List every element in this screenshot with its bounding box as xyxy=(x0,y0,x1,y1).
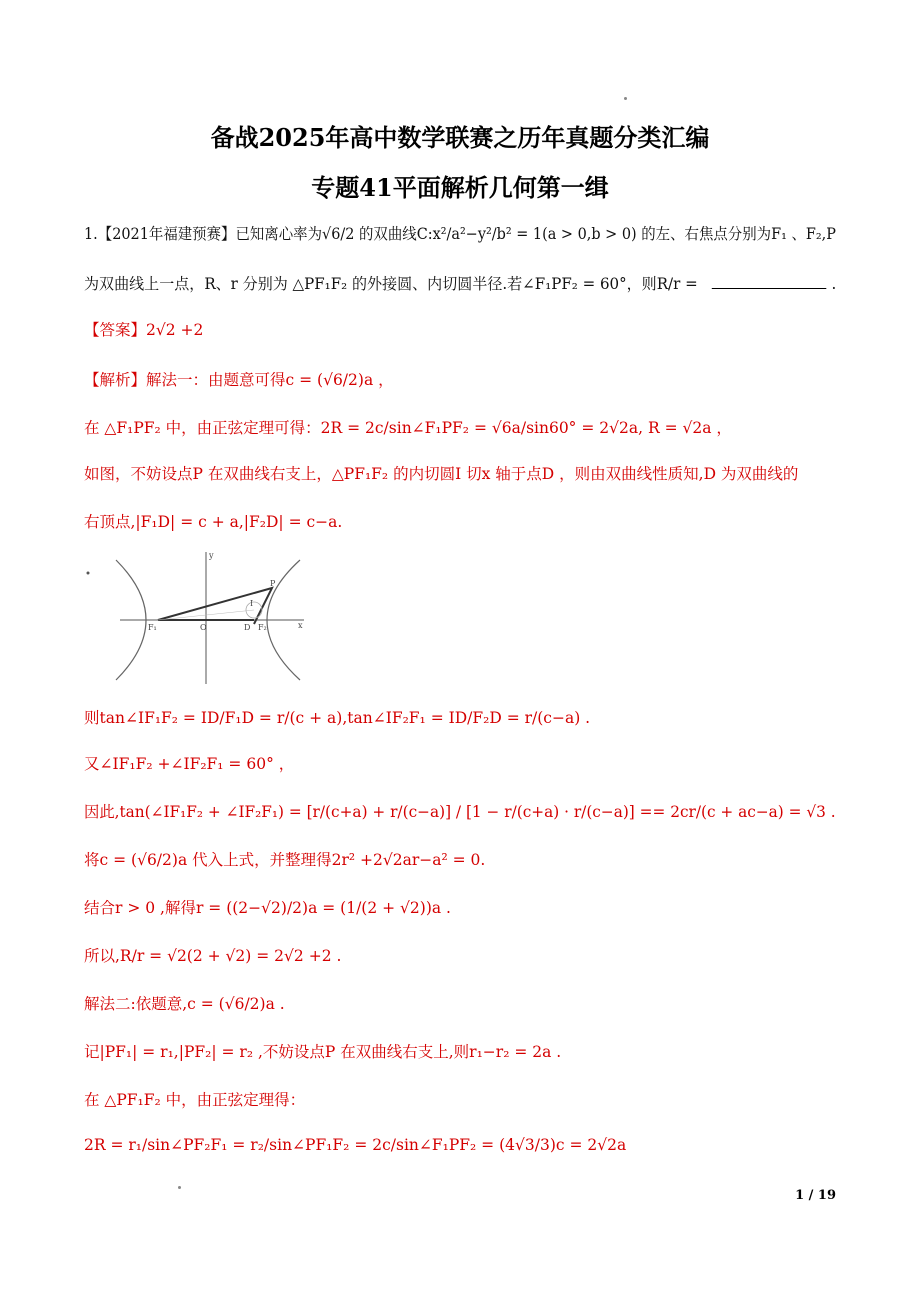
label-P: P xyxy=(270,579,276,588)
problem-line-1: 1.【2021年福建预赛】已知离心率为√6/2 的双曲线C:x²/a²−y²/b² = 1(a > 0,b > 0) 的左、右焦点分别为F₁ 、F₂,P xyxy=(84,225,836,243)
answer-blank xyxy=(712,274,826,289)
solution-line-7: 因此,tan(∠IF₁F₂ + ∠IF₂F₁) = [r/(c+a) + r/(c−a)] / [1 − r/(c+a) · r/(c−a)] == 2cr/(c + ac−a) = √3 . xyxy=(84,803,836,821)
solution-line-6: 又∠IF₁F₂ +∠IF₂F₁ = 60° ， xyxy=(84,755,295,773)
speck xyxy=(624,97,627,100)
hyperbola-figure xyxy=(84,548,310,688)
label-F1: F₁ xyxy=(148,623,157,632)
solution-line-14: 2R = r₁/sin∠PF₂F₁ = r₂/sin∠PF₁F₂ = 2c/sin∠F₁PF₂ = (4√3/3)c = 2√2a xyxy=(84,1136,627,1154)
page-number: 1 / 19 xyxy=(795,1188,836,1203)
solution-line-3: 如图，不妨设点P 在双曲线右支上，△PF₁F₂ 的内切圆I 切x 轴于点D ，则由双曲线性质知,D 为双曲线的 xyxy=(84,465,799,483)
problem-line-2-text: 为双曲线上一点，R、r 分别为 △PF₁F₂ 的外接圆、内切圆半径.若∠F₁PF₂ = 60°，则R/r = xyxy=(84,275,698,293)
label-D: D xyxy=(244,623,251,632)
solution-line-13: 在 △PF₁F₂ 中，由正弦定理得： xyxy=(84,1091,306,1109)
solution-line-4: 右顶点,|F₁D| = c + a,|F₂D| = c−a. xyxy=(84,513,343,531)
solution-line-1: 【解析】解法一：由题意可得c = (√6/2)a ， xyxy=(84,371,394,389)
solution-line-11: 解法二:依题意,c = (√6/2)a . xyxy=(84,995,285,1013)
speck-bottom xyxy=(178,1186,181,1189)
figure-speck xyxy=(87,572,90,575)
label-x: x xyxy=(298,621,303,630)
solution-line-10: 所以,R/r = √2(2 + √2) = 2√2 +2 . xyxy=(84,947,342,965)
problem-line-2 xyxy=(84,272,836,294)
label-O: O xyxy=(200,623,207,632)
solution-line-5: 则tan∠IF₁F₂ = ID/F₁D = r/(c + a),tan∠IF₂F₁ = ID/F₂D = r/(c−a) . xyxy=(84,709,591,727)
problem-line-2-end: . xyxy=(831,275,837,293)
solution-line-9: 结合r > 0 ,解得r = ((2−√2)/2)a = (1/(2 + √2))a . xyxy=(84,899,451,917)
solution-line-12: 记|PF₁| = r₁,|PF₂| = r₂ ,不妨设点P 在双曲线右支上,则r₁−r₂ = 2a . xyxy=(84,1043,562,1061)
doc-subtitle: 专题41平面解析几何第一缉 xyxy=(311,173,609,202)
label-F2: F₂ xyxy=(258,623,267,632)
doc-title: 备战2025年高中数学联赛之历年真题分类汇编 xyxy=(210,123,710,152)
solution-line-8: 将c = (√6/2)a 代入上式，并整理得2r² +2√2ar−a² = 0. xyxy=(84,851,486,869)
label-I: I xyxy=(250,599,254,608)
label-y: y xyxy=(209,551,214,560)
solution-line-2: 在 △F₁PF₂ 中，由正弦定理可得：2R = 2c/sin∠F₁PF₂ = √6a/sin60° = 2√2a, R = √2a ， xyxy=(84,419,732,437)
answer-line: 【答案】2√2 +2 xyxy=(84,321,204,339)
